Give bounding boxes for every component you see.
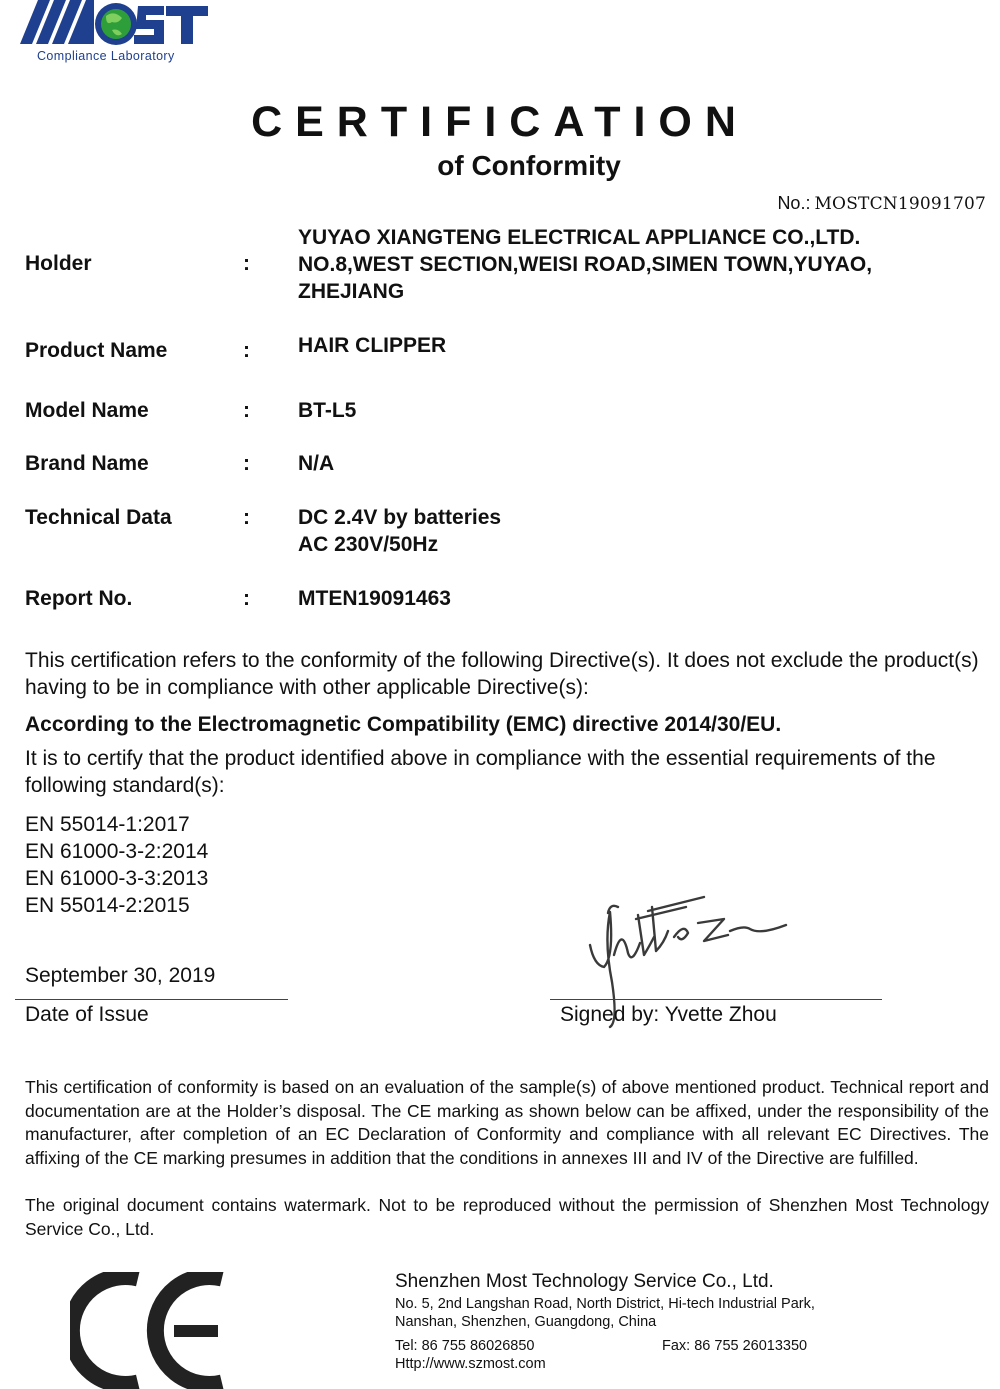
holder-line-2: NO.8,WEST SECTION,WEISI ROAD,SIMEN TOWN,YUYAO, <box>298 253 873 276</box>
report-number-colon: : <box>243 587 250 610</box>
document-title: CERTIFICATION <box>251 98 749 146</box>
date-underline <box>15 999 288 1000</box>
issue-date: September 30, 2019 <box>25 964 216 987</box>
certify-paragraph: It is to certify that the product identified above in compliance with the essential requirements of the following standard(s): <box>25 747 936 797</box>
company-address-2: Nanshan, Shenzhen, Guangdong, China <box>395 1314 657 1330</box>
product-name-colon: : <box>243 339 250 362</box>
signature-underline <box>550 999 882 1000</box>
holder-line-3: ZHEJIANG <box>298 280 405 303</box>
technical-data-label: Technical Data <box>25 506 172 529</box>
model-name-label: Model Name <box>25 399 149 422</box>
model-name-value: BT-L5 <box>298 399 357 422</box>
standards-list <box>25 811 208 919</box>
date-of-issue-label: Date of Issue <box>25 1003 149 1026</box>
standard-item: EN 61000-3-3:2013 <box>25 867 209 890</box>
company-address-1: No. 5, 2nd Langshan Road, North District, Hi-tech Industrial Park, <box>395 1296 815 1312</box>
brand-name-label: Brand Name <box>25 452 149 475</box>
report-number-label: Report No. <box>25 587 133 610</box>
logo-subtitle: Compliance Laboratory <box>37 49 175 63</box>
standard-item: EN 61000-3-2:2014 <box>25 840 209 863</box>
report-number-value: MTEN19091463 <box>298 587 451 610</box>
standard-item: EN 55014-1:2017 <box>25 813 190 836</box>
directive-statement: According to the Electromagnetic Compatibility (EMC) directive 2014/30/EU. <box>25 713 782 736</box>
holder-colon: : <box>243 252 250 275</box>
company-tel: Tel: 86 755 86026850 <box>395 1338 535 1354</box>
technical-data-colon: : <box>243 506 250 529</box>
ce-mark <box>70 1272 230 1389</box>
technical-data-line-1: DC 2.4V by batteries <box>298 506 502 529</box>
watermark-notice: The original document contains watermark. Not to be reproduced without the permission of Shenzhen Most Technology Service Co., Ltd. <box>25 1195 989 1239</box>
model-name-colon: : <box>243 399 250 422</box>
product-name-label: Product Name <box>25 339 168 362</box>
holder-value <box>298 224 872 305</box>
product-name-value: HAIR CLIPPER <box>298 334 447 357</box>
document-subtitle: of Conformity <box>437 150 621 181</box>
certificate-number-value: MOSTCN19091707 <box>814 194 986 214</box>
certificate-number-label: No.: <box>777 193 811 213</box>
signed-by-label: Signed by: Yvette Zhou <box>560 1003 777 1026</box>
company-name: Shenzhen Most Technology Service Co., Ltd. <box>395 1271 774 1292</box>
standard-item: EN 55014-2:2015 <box>25 894 190 917</box>
intro-paragraph: This certification refers to the conformity of the following Directive(s). It does not exclude the product(s) having to be in compliance with other applicable Directive(s): <box>25 649 979 699</box>
brand-name-value: N/A <box>298 452 335 475</box>
company-website: Http://www.szmost.com <box>395 1356 546 1372</box>
holder-label: Holder <box>25 252 92 275</box>
holder-line-1: YUYAO XIANGTENG ELECTRICAL APPLIANCE CO.,LTD. <box>298 226 861 249</box>
technical-data-value <box>298 504 501 558</box>
technical-data-line-2: AC 230V/50Hz <box>298 533 439 556</box>
basis-paragraph: This certification of conformity is based on an evaluation of the sample(s) of above mentioned product. Technical report and documentation are at the Holder’s disposal. The CE marking as shown below can be affixed, under the responsibility of the manufacturer, after completion of an EC Declaration of Conformity and compliance with all relevant EC Directives. The affixing of the CE marking presumes in addition that the conditions in annexes III and IV of the Directive are fulfilled. <box>25 1077 989 1168</box>
brand-name-colon: : <box>243 452 250 475</box>
certificate-number <box>777 193 986 214</box>
company-fax: Fax: 86 755 26013350 <box>662 1338 808 1354</box>
